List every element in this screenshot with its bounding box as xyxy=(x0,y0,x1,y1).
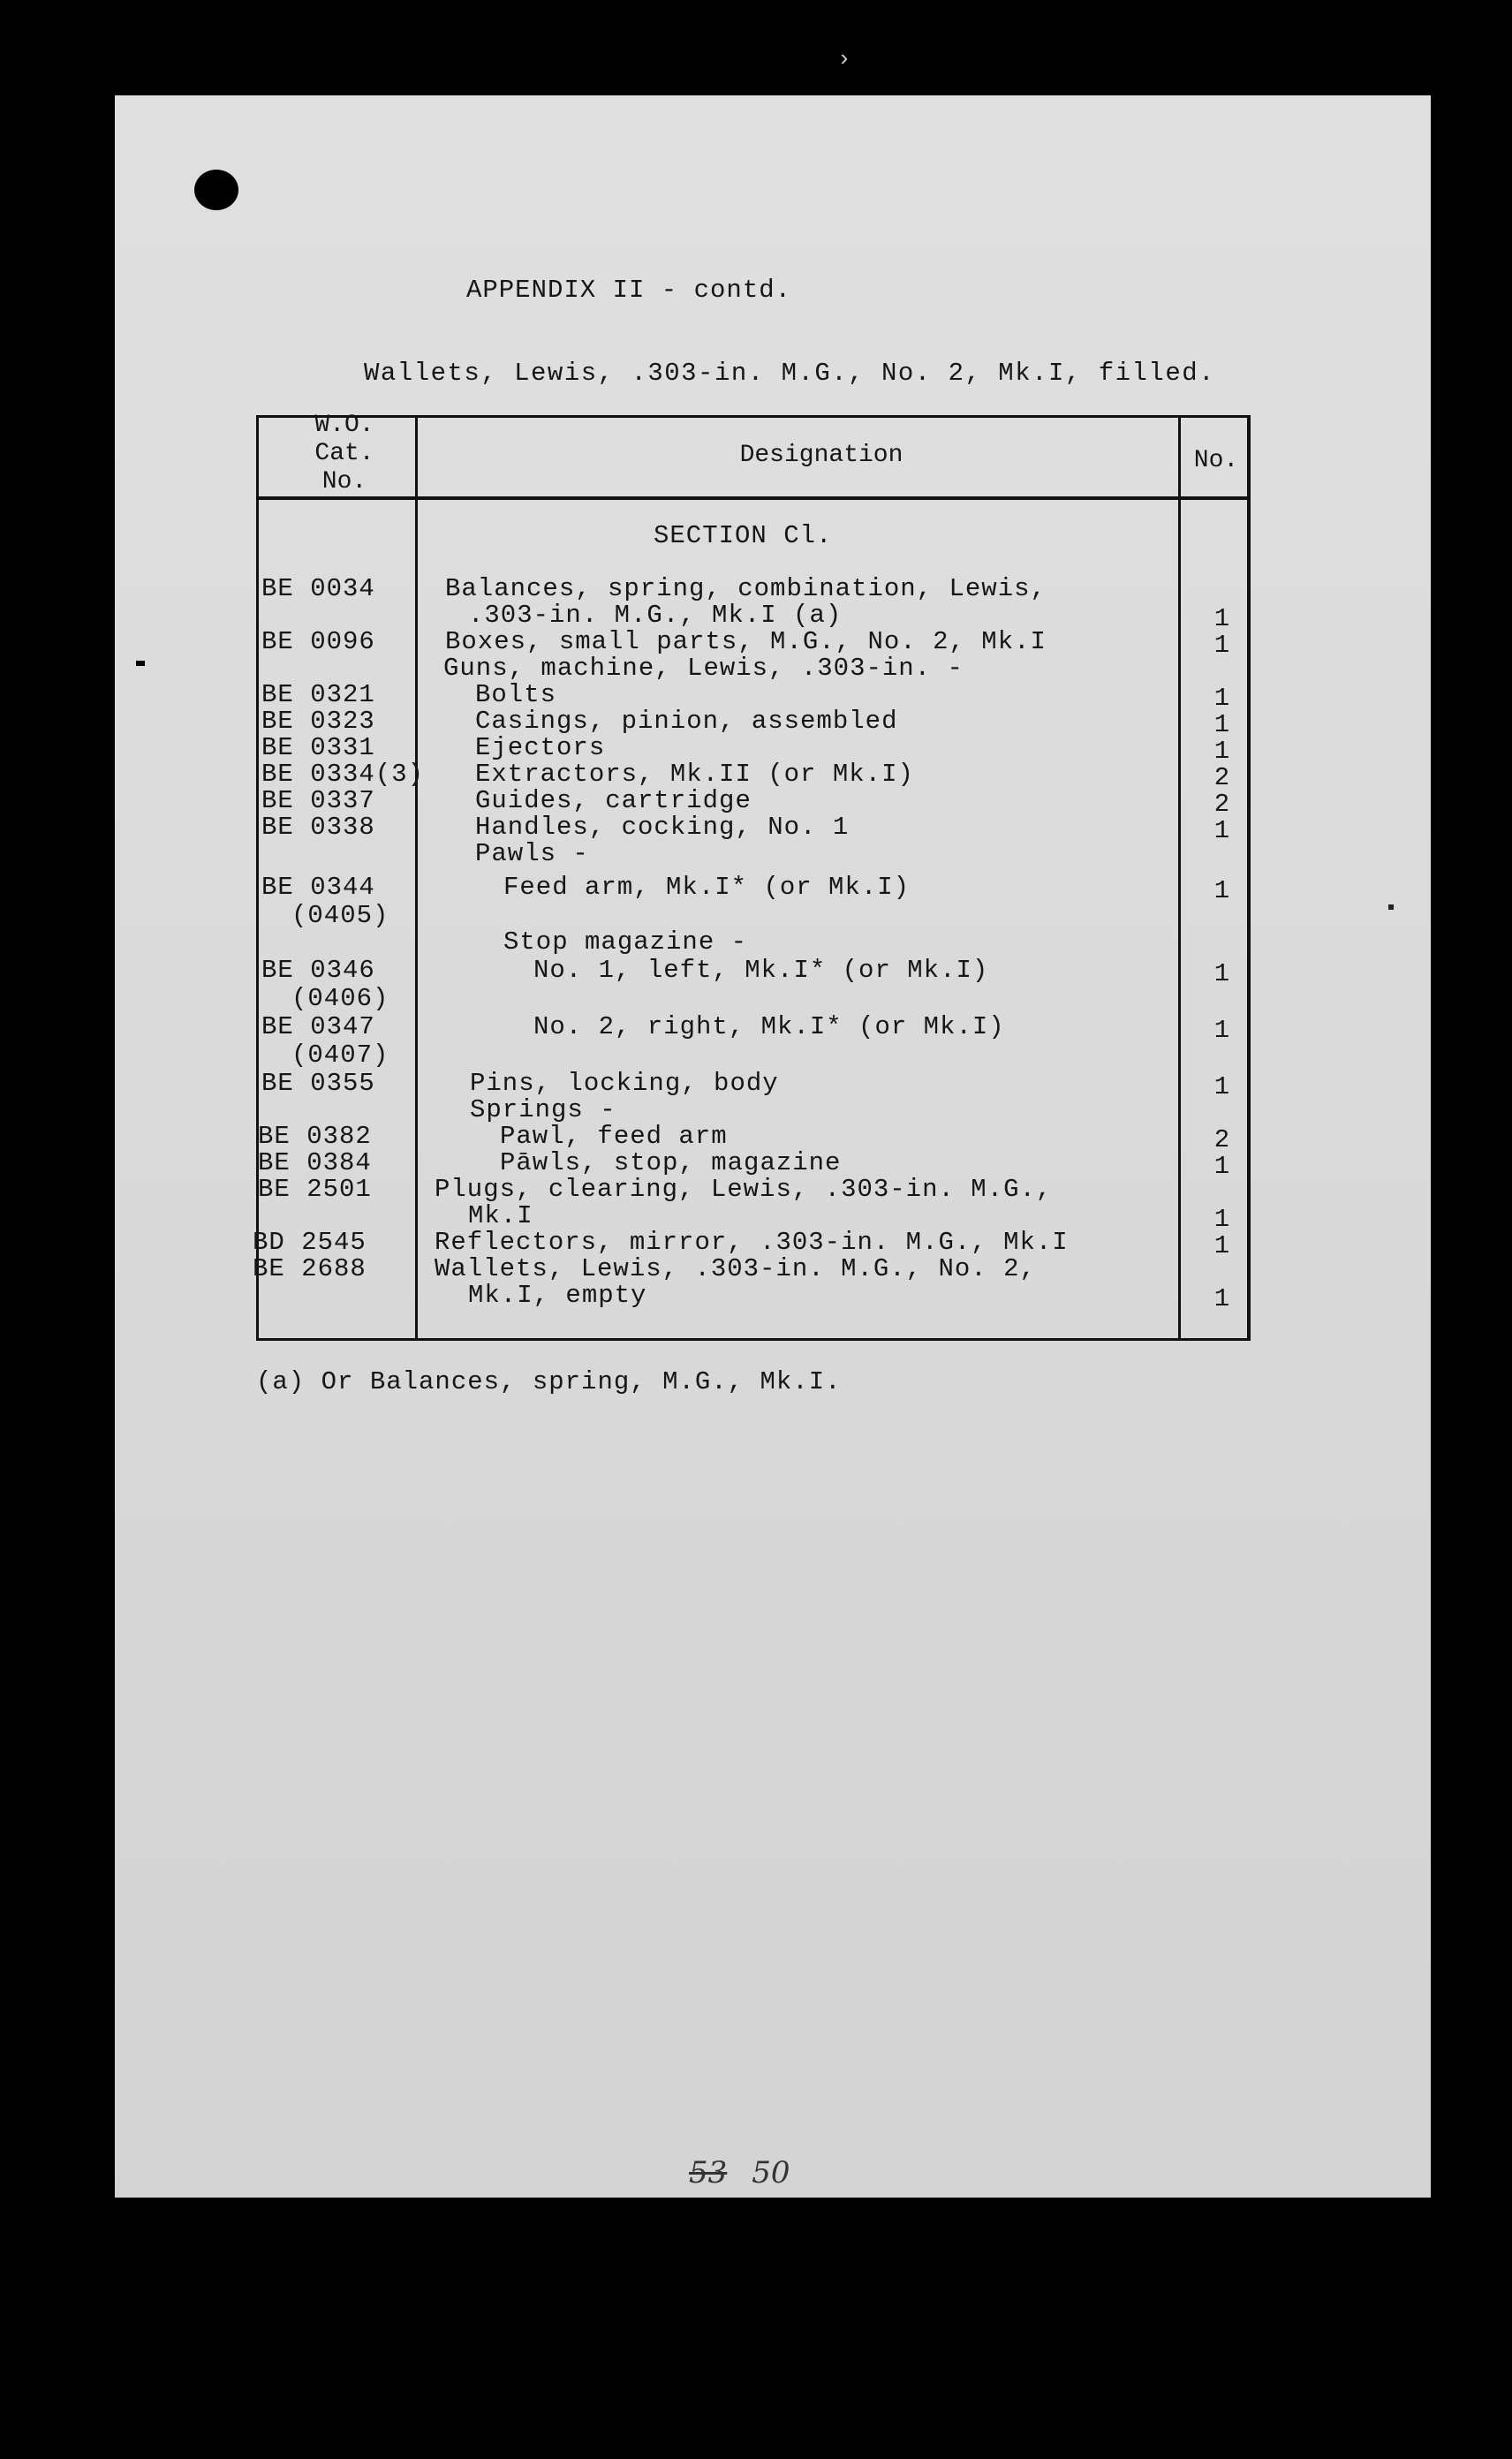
cat-number-cell: BE 0096 xyxy=(261,627,375,656)
designation-cell: .303-in. M.G., Mk.I (a) xyxy=(468,601,843,630)
quantity-cell: 2 xyxy=(1213,790,1231,819)
header-cat-no: W.O. Cat. No. xyxy=(314,412,374,496)
quantity-cell: 1 xyxy=(1213,604,1231,633)
designation-cell: Guns, machine, Lewis, .303-in. - xyxy=(443,654,964,683)
punch-hole xyxy=(194,170,238,210)
cat-number-cell: BE 0338 xyxy=(261,813,375,842)
cat-number-cell: BD 2545 xyxy=(253,1228,367,1257)
designation-cell: Extractors, Mk.II (or Mk.I) xyxy=(475,760,914,789)
cat-number-cell: BE 0321 xyxy=(261,680,375,709)
struck-page-number: 53 xyxy=(689,2155,728,2190)
quantity-cell: 1 xyxy=(1213,1152,1231,1181)
cat-number-cell: BE 2501 xyxy=(258,1175,372,1204)
quantity-cell: 1 xyxy=(1213,631,1231,660)
current-page-number: 50 xyxy=(752,2155,790,2190)
designation-cell: Bolts xyxy=(475,680,557,709)
designation-cell: Pawl, feed arm xyxy=(500,1122,728,1151)
cat-number-cell: BE 0337 xyxy=(261,786,375,815)
designation-cell: Handles, cocking, No. 1 xyxy=(475,813,850,842)
designation-cell: Boxes, small parts, M.G., No. 2, Mk.I xyxy=(445,627,1047,656)
column-divider xyxy=(1178,415,1181,1341)
designation-cell: Reflectors, mirror, .303-in. M.G., Mk.I xyxy=(435,1228,1069,1257)
quantity-cell: 1 xyxy=(1213,816,1231,845)
header-designation: Designation xyxy=(739,442,903,469)
cat-number-cell: BE 0323 xyxy=(261,707,375,736)
quantity-cell: 1 xyxy=(1213,684,1231,713)
quantity-cell: 2 xyxy=(1213,763,1231,792)
designation-cell: No. 2, right, Mk.I* (or Mk.I) xyxy=(533,1012,1005,1041)
quantity-cell: 1 xyxy=(1213,737,1231,766)
page-heading: APPENDIX II - contd. xyxy=(465,276,792,305)
quantity-cell: 1 xyxy=(1213,876,1231,905)
margin-mark xyxy=(136,661,145,666)
designation-cell: Mk.I, empty xyxy=(468,1281,647,1310)
designation-cell: Guides, cartridge xyxy=(475,786,752,815)
designation-cell: Wallets, Lewis, .303-in. M.G., No. 2, xyxy=(435,1254,1036,1283)
cat-number-cell: BE 2688 xyxy=(253,1254,367,1283)
column-divider xyxy=(415,415,418,1341)
cat-number-cell: BE 0355 xyxy=(261,1069,375,1098)
cat-number-cell: BE 0346 xyxy=(261,956,375,985)
page-number xyxy=(689,2155,790,2190)
cat-number-cell: (0407) xyxy=(291,1040,389,1070)
designation-cell: Ejectors xyxy=(475,733,606,762)
designation-cell: Plugs, clearing, Lewis, .303-in. M.G., xyxy=(435,1175,1053,1204)
header-number: No. xyxy=(1193,447,1239,474)
document-subtitle: Wallets, Lewis, .303-in. M.G., No. 2, Mk.I, filled. xyxy=(364,359,1216,388)
quantity-cell: 1 xyxy=(1213,1072,1231,1101)
margin-mark xyxy=(1388,904,1394,910)
quantity-cell: 1 xyxy=(1213,1284,1231,1313)
designation-cell: Casings, pinion, assembled xyxy=(475,707,898,736)
designation-cell: Pins, locking, body xyxy=(470,1069,779,1098)
cat-number-cell: BE 0382 xyxy=(258,1122,372,1151)
quantity-cell: 1 xyxy=(1213,1016,1231,1045)
corner-mark: › xyxy=(837,46,851,72)
cat-number-cell: BE 0344 xyxy=(261,873,375,902)
header-divider xyxy=(256,496,1251,500)
quantity-cell: 1 xyxy=(1213,959,1231,988)
cat-number-cell: BE 0384 xyxy=(258,1148,372,1177)
cat-number-cell: (0405) xyxy=(291,901,389,930)
designation-cell: Mk.I xyxy=(468,1201,533,1230)
cat-number-cell: BE 0334(3) xyxy=(261,760,425,789)
cat-number-cell: (0406) xyxy=(291,984,389,1013)
designation-cell: Feed arm, Mk.I* (or Mk.I) xyxy=(503,873,911,902)
quantity-cell: 1 xyxy=(1213,1205,1231,1234)
designation-cell: Stop magazine - xyxy=(503,927,748,957)
cat-number-cell: BE 0034 xyxy=(261,574,375,603)
designation-cell: Springs - xyxy=(470,1095,616,1124)
quantity-cell: 2 xyxy=(1213,1125,1231,1154)
section-title: SECTION Cl. xyxy=(654,521,833,550)
cat-number-cell: BE 0331 xyxy=(261,733,375,762)
cat-number-cell: BE 0347 xyxy=(261,1012,375,1041)
designation-cell: No. 1, left, Mk.I* (or Mk.I) xyxy=(533,956,989,985)
quantity-cell: 1 xyxy=(1213,1231,1231,1260)
footnote: (a) Or Balances, spring, M.G., Mk.I. xyxy=(256,1367,842,1396)
designation-cell: Pāwls, stop, magazine xyxy=(500,1148,842,1177)
designation-cell: Balances, spring, combination, Lewis, xyxy=(445,574,1047,603)
designation-cell: Pawls - xyxy=(475,839,589,868)
quantity-cell: 1 xyxy=(1213,710,1231,739)
